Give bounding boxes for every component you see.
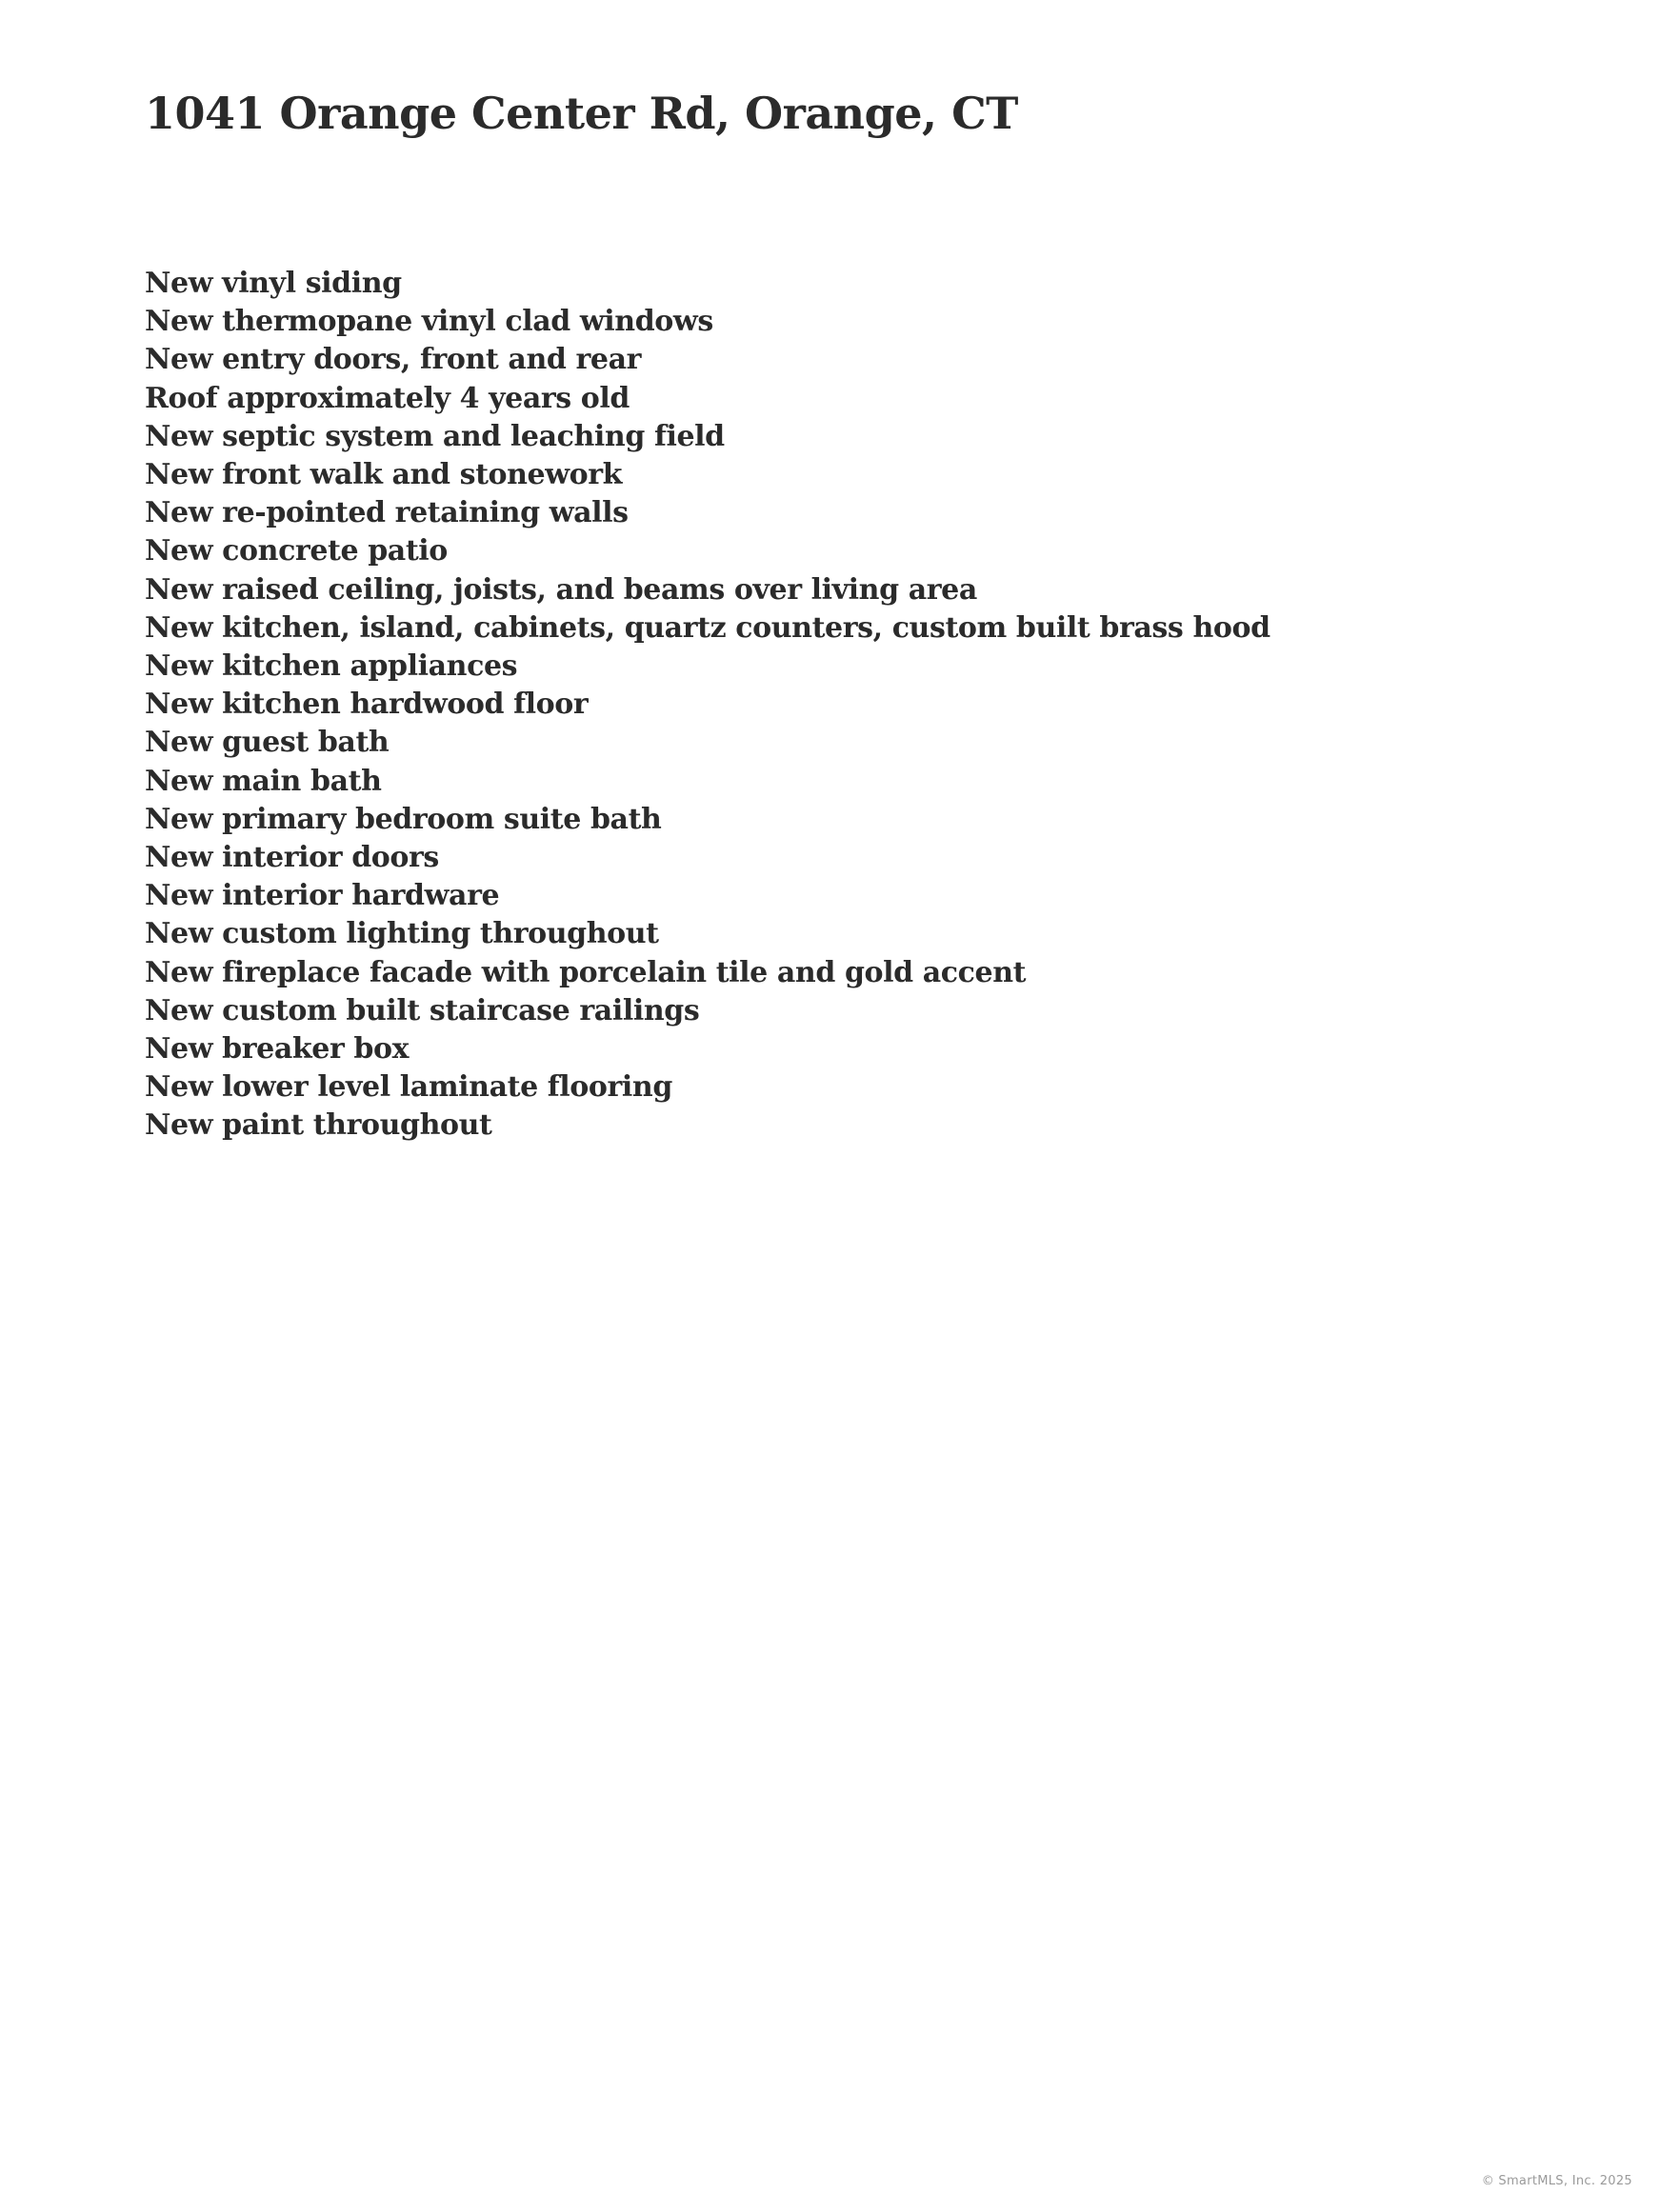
list-item: New guest bath	[145, 726, 390, 760]
list-item: New kitchen hardwood floor	[145, 688, 589, 722]
list-item: New re-pointed retaining walls	[145, 496, 629, 530]
list-item: New custom lighting throughout	[145, 917, 659, 951]
list-item: New vinyl siding	[145, 267, 402, 300]
list-item: New custom built staircase railings	[145, 993, 700, 1027]
list-item: New paint throughout	[145, 1108, 492, 1143]
list-item: New front walk and stonework	[145, 458, 623, 492]
page-title: 1041 Orange Center Rd, Orange, CT	[145, 88, 1018, 139]
copyright-footer: © SmartMLS, Inc. 2025	[1481, 2174, 1632, 2188]
list-item: New lower level laminate flooring	[145, 1070, 672, 1105]
list-item: New breaker box	[145, 1032, 410, 1067]
list-item: New fireplace facade with porcelain tile and gold accent	[145, 955, 1027, 989]
list-item: New kitchen appliances	[145, 649, 518, 684]
list-item: New interior doors	[145, 841, 439, 875]
list-item: New concrete patio	[145, 534, 448, 568]
list-item: New thermopane vinyl clad windows	[145, 305, 713, 339]
list-item: Roof approximately 4 years old	[145, 381, 630, 415]
list-item: New entry doors, front and rear	[145, 343, 642, 377]
feature-list	[145, 265, 1270, 1146]
list-item: New septic system and leaching field	[145, 419, 725, 453]
list-item: New interior hardware	[145, 879, 500, 913]
list-item: New raised ceiling, joists, and beams over living area	[145, 572, 977, 607]
list-item: New primary bedroom suite bath	[145, 802, 662, 836]
list-item: New kitchen, island, cabinets, quartz counters, custom built brass hood	[145, 610, 1270, 645]
list-item: New main bath	[145, 764, 382, 798]
